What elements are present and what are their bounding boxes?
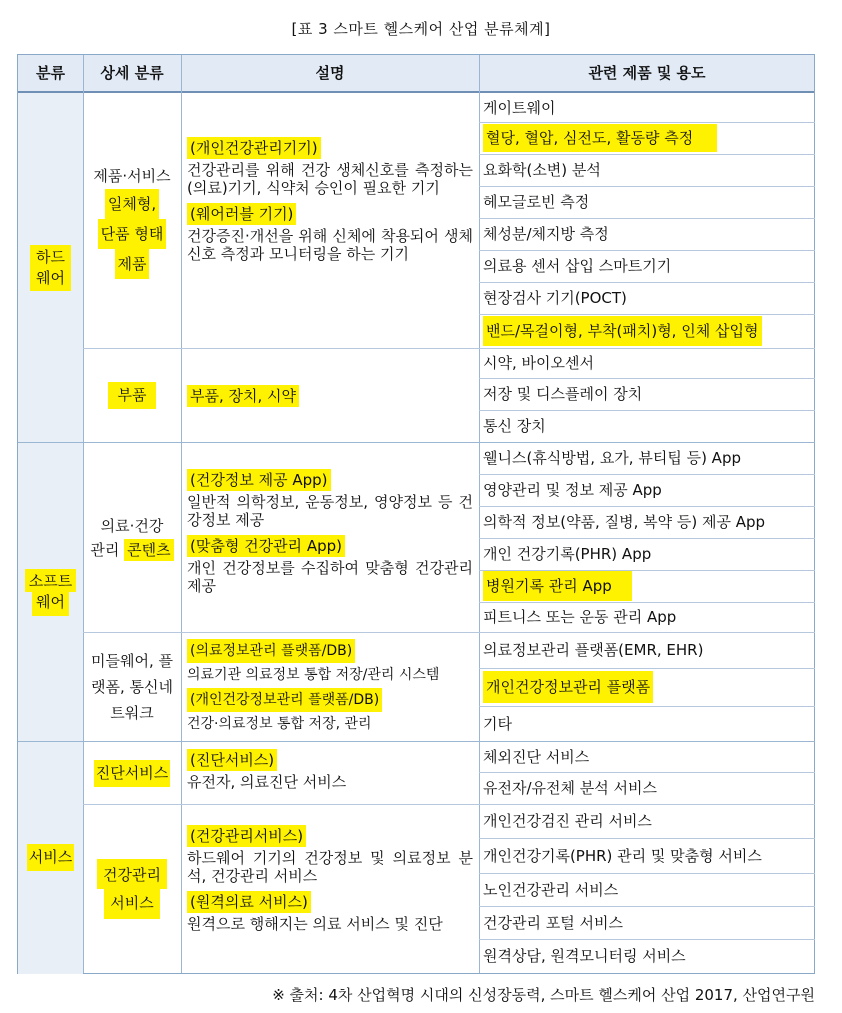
product-row xyxy=(479,539,815,570)
product-text: 현장검사 기기(POCT) xyxy=(483,289,627,307)
desc-heading: (맞춤형 건강관리 App) xyxy=(187,535,345,557)
product-row xyxy=(479,603,815,632)
category-hardware-line2: 웨어 xyxy=(30,268,71,291)
sub-line xyxy=(90,538,173,562)
sub-line: 단품 형태 xyxy=(98,219,167,249)
product-text: 의학적 정보(약품, 질병, 복약 등) 제공 App xyxy=(483,513,766,531)
subcategory-sw-content xyxy=(83,443,181,632)
desc-text: 건강·의료정보 통합 저장, 관리 xyxy=(187,716,372,732)
sub-line: 서비스 xyxy=(104,889,159,919)
subcategory-svc-health xyxy=(83,805,181,973)
desc-heading: (웨어러블 기기) xyxy=(187,203,296,225)
product-row xyxy=(479,443,815,474)
sub-line: 제품·서비스 xyxy=(93,166,171,185)
product-text: 개인건강기록(PHR) 관리 및 맞춤형 서비스 xyxy=(483,847,762,865)
product-text: 저장 및 디스플레이 장치 xyxy=(483,385,643,403)
product-row xyxy=(479,839,815,873)
category-software xyxy=(18,443,83,741)
product-text: 게이트웨이 xyxy=(483,99,556,117)
product-row xyxy=(479,907,815,939)
product-text: 혈당, 혈압, 심전도, 활동량 측정 xyxy=(483,124,717,152)
desc-text: 원격으로 행해지는 의료 서비스 및 진단 xyxy=(187,915,443,933)
desc-text: 하드웨어 기기의 건강정보 및 의료정보 분석, 건강관리 서비스 xyxy=(187,849,473,885)
header-products: 관련 제품 및 용도 xyxy=(588,64,706,82)
product-text: 개인건강정보관리 플랫폼 xyxy=(483,671,653,703)
description-sw-platform xyxy=(181,637,479,741)
subcategory-svc-diagnosis xyxy=(83,742,181,804)
description-sw-content xyxy=(181,467,479,632)
product-row xyxy=(479,379,815,410)
desc-text: 건강관리를 위해 건강 생체신호를 측정하는 (의료)기기, 식약처 승인이 필요한 기기 xyxy=(187,161,473,197)
product-row xyxy=(479,155,815,186)
product-text: 건강관리 포털 서비스 xyxy=(483,914,623,932)
product-text: 피트니스 또는 운동 관리 App xyxy=(483,608,677,626)
product-text: 밴드/목걸이형, 부착(패치)형, 인체 삽입형 xyxy=(483,316,762,346)
product-text-hl: 요화학(소변) 분석 xyxy=(483,161,601,179)
desc-text: 개인 건강정보를 수집하여 맞춤형 건강관리 제공 xyxy=(187,559,473,595)
sub-line: 건강관리 xyxy=(97,859,167,889)
product-row xyxy=(479,940,815,973)
product-text: 영양관리 및 정보 제공 App xyxy=(483,481,662,499)
sub-line: 미들웨어, 플 xyxy=(91,652,173,670)
category-hardware xyxy=(18,93,83,442)
product-row xyxy=(479,475,815,506)
product-text: 체성분/체지방 측정 xyxy=(483,225,609,243)
desc-heading: (개인건강관리기기) xyxy=(187,137,321,159)
sub-text: 진단서비스 xyxy=(94,760,170,787)
sub-line-part: 콘텐츠 xyxy=(124,539,173,561)
subcategory-hw-parts xyxy=(83,349,181,442)
header-category: 분류 xyxy=(36,64,65,82)
sub-line-part: 관리 xyxy=(90,540,125,559)
desc-heading: 부품, 장치, 시약 xyxy=(187,385,299,407)
desc-heading: (건강정보 제공 App) xyxy=(187,469,331,491)
product-row xyxy=(479,349,815,378)
product-text: 원격상담, 원격모니터링 서비스 xyxy=(483,947,686,965)
desc-text: 일반적 의학정보, 운동정보, 영양정보 등 건강정보 제공 xyxy=(187,493,473,529)
product-text: 의료정보관리 플랫폼(EMR, EHR) xyxy=(483,641,704,659)
desc-heading: (개인건강정보관리 플랫폼/DB) xyxy=(187,688,382,712)
desc-heading: (의료정보관리 플랫폼/DB) xyxy=(187,639,355,663)
sub-text: 부품 xyxy=(108,382,157,409)
description-svc-health xyxy=(181,823,479,971)
product-text: 시약, 바이오센서 xyxy=(483,354,594,372)
table-caption: [표 3 스마트 헬스케어 산업 분류체계] xyxy=(291,20,551,38)
product-row xyxy=(479,411,815,442)
header-description: 설명 xyxy=(315,64,345,82)
product-text: 통신 장치 xyxy=(483,417,546,435)
product-text: 유전자/유전체 분석 서비스 xyxy=(483,779,657,797)
description-hw-parts xyxy=(181,349,479,442)
sub-line: 랫폼, 통신네 xyxy=(91,678,173,696)
desc-text: 건강증진·개선을 위해 신체에 착용되어 생체신호 측정과 모니터링을 하는 기기 xyxy=(187,227,473,263)
desc-text: 유전자, 의료진단 서비스 xyxy=(187,773,347,791)
product-text: 개인 건강기록(PHR) App xyxy=(483,545,652,563)
sub-line: 트워크 xyxy=(110,704,154,722)
product-row xyxy=(479,669,815,706)
sub-line: 제품 xyxy=(115,249,150,279)
product-row xyxy=(479,95,815,122)
category-service xyxy=(18,742,83,973)
product-text: 웰니스(휴식방법, 요가, 뷰티팁 등) App xyxy=(483,449,741,467)
desc-text: 의료기관 의료정보 통합 저장/관리 시스템 xyxy=(187,667,440,683)
sub-line: 일체형, xyxy=(105,189,159,219)
product-row xyxy=(479,707,815,741)
product-row xyxy=(479,805,815,838)
product-row xyxy=(479,507,815,538)
product-row xyxy=(479,773,815,804)
source-note: ※ 출처: 4차 산업혁명 시대의 신성장동력, 스마트 헬스케어 산업 2017, 산업연구원 xyxy=(272,986,815,1004)
product-text: 기타 xyxy=(483,715,512,733)
table-header xyxy=(18,55,814,93)
product-text: 병원기록 관리 App xyxy=(483,571,632,601)
header-subcategory: 상세 분류 xyxy=(100,64,164,82)
sub-line: 의료·건강 xyxy=(100,516,164,535)
product-text: 헤모글로빈 측정 xyxy=(483,193,590,211)
desc-heading: (건강관리서비스) xyxy=(187,825,306,847)
product-row xyxy=(479,571,815,602)
category-software-line1: 소프트 xyxy=(25,569,76,592)
category-software-line2: 웨어 xyxy=(32,592,69,616)
product-row xyxy=(479,315,815,348)
product-text: 의료용 센서 삽입 스마트기기 xyxy=(483,257,672,275)
product-row xyxy=(479,283,815,314)
product-row xyxy=(479,874,815,906)
product-row xyxy=(479,123,815,154)
product-row xyxy=(479,187,815,218)
category-hardware-line1: 하드 xyxy=(30,245,71,268)
description-svc-diagnosis xyxy=(181,747,479,802)
desc-heading: (원격의료 서비스) xyxy=(187,891,311,913)
subcategory-sw-platform xyxy=(83,633,181,741)
product-text: 노인건강관리 서비스 xyxy=(483,881,619,899)
subcategory-hw-product xyxy=(83,93,181,348)
desc-heading: (진단서비스) xyxy=(187,749,277,771)
product-row xyxy=(479,219,815,250)
product-row xyxy=(479,251,815,282)
product-row xyxy=(479,633,815,668)
product-text: 개인건강검진 관리 서비스 xyxy=(483,812,652,830)
classification-table xyxy=(17,54,815,974)
product-text: 체외진단 서비스 xyxy=(483,748,590,766)
description-hw-product xyxy=(181,135,479,345)
product-row xyxy=(479,742,815,772)
category-service-text: 서비스 xyxy=(27,844,74,871)
